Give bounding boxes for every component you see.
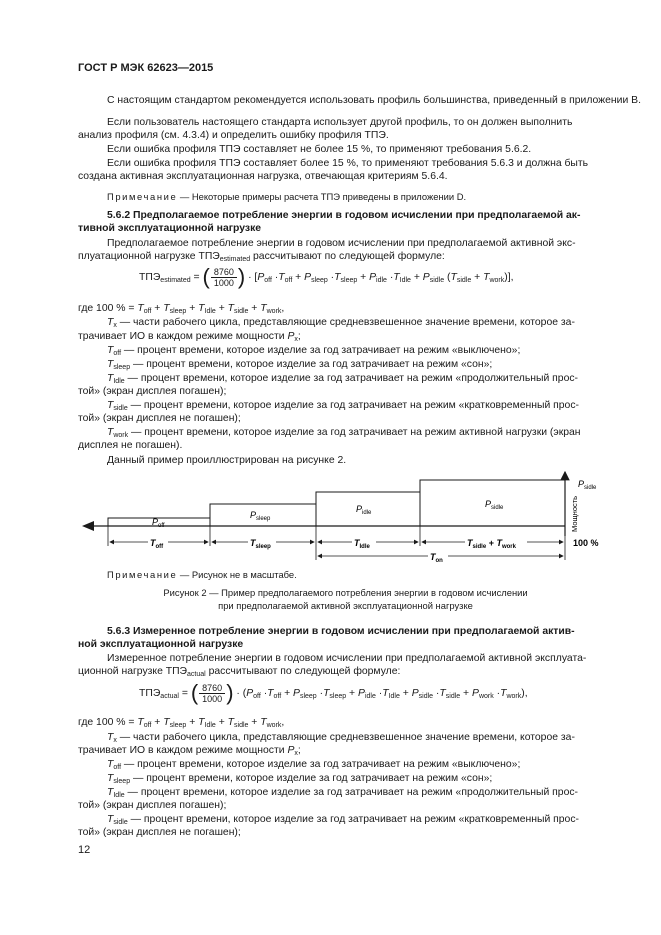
label-power-axis: Мощность xyxy=(570,495,579,532)
paragraph-error-le15: Если ошибка профиля ТПЭ составляет не более 15 %, то применяют требования 5.6.2. xyxy=(107,144,532,155)
def-tsleep-2: $T_{sleep}$ — процент времени, которое изделие за год затрачивает на режим «сон»; xyxy=(107,773,493,785)
label-t-sleep: $T_{sleep}$ xyxy=(250,538,271,550)
def-toff: $T_{off}$ — процент времени, которое изделие за год затрачивает на режим «выключено»; xyxy=(107,345,521,357)
bar-idle xyxy=(316,492,420,526)
bar-sidle xyxy=(420,480,565,526)
def-tx-2: $T_x$ — части рабочего цикла, представляющие средневзвешенное значение времени, которое за- xyxy=(107,732,575,744)
figure-reference: Данный пример проиллюстрирован на рисунке 2. xyxy=(107,455,347,466)
formula-estimated: $ТПЭ_{estimated}$ = ( $\frac{8760}{1000}$ ) · [$P_{off} \cdot T_{off} + P_{sleep} \cdot T_{sleep} + P_{idle} \cdot T_{Idle} + P_{sidle}$ $(T_{sidle} + T_{work})$], xyxy=(139,264,514,289)
def-twork: $T_{work}$ — процент времени, которое изделие за год затрачивает на режим активной нагрузки (экран xyxy=(107,427,581,439)
label-p-sidle: $P_{sidle}$ xyxy=(485,499,504,511)
section-5-6-2-title: 5.6.2 Предполагаемое потребление энергии в годовом исчислении при предполагаемой ак- xyxy=(107,210,581,221)
paragraph-error-gt15: Если ошибка профиля ТПЭ составляет более 15 %, то применяют требования 5.6.3 и должна быть xyxy=(107,158,589,169)
section-5-6-3-title: 5.6.3 Измеренное потребление энергии в годовом исчислении при предполагаемой актив- xyxy=(107,626,575,637)
where-sum-1: где 100 % = $T_{off} + T_{sleep} + T_{Idle} + T_{sidle} + T_{work}$, xyxy=(78,303,285,315)
label-100-percent: 100 % xyxy=(573,538,599,548)
def-tsleep: $T_{sleep}$ — процент времени, которое изделие за год затрачивает на режим «сон»; xyxy=(107,359,493,371)
document-header: ГОСТ Р МЭК 62623—2015 xyxy=(78,62,214,74)
label-p-sleep: $P_{sleep}$ xyxy=(250,510,271,522)
note-annex-d: Примечание — Некоторые примеры расчета ТПЭ приведены в приложении D. xyxy=(107,191,467,202)
label-p-sidle-top: $P_{sidle}$ xyxy=(578,479,597,491)
label-t-off: $T_{off}$ xyxy=(150,538,164,550)
figure-2-diagram xyxy=(80,462,640,566)
label-t-idle: $T_{Idle}$ xyxy=(354,538,370,550)
label-t-on: $T_{on}$ xyxy=(430,552,443,564)
note-not-to-scale: Примечание — Рисунок не в масштабе. xyxy=(107,569,297,580)
time-axis-arrow xyxy=(82,521,94,531)
label-p-off: $P_{off}$ xyxy=(152,517,165,529)
def-tidle: $T_{Idle}$ — процент времени, которое изделие за год затрачивает на режим «продолжительный прос- xyxy=(107,373,579,385)
def-tidle-2: $T_{Idle}$ — процент времени, которое изделие за год затрачивает на режим «продолжительный прос- xyxy=(107,787,579,799)
def-tsidle-2: $T_{sidle}$ — процент времени, которое изделие за год затрачивает на режим «кратковременный прос- xyxy=(107,814,579,826)
def-toff-2: $T_{off}$ — процент времени, которое изделие за год затрачивает на режим «выключено»; xyxy=(107,759,521,771)
figure-2-caption: Рисунок 2 — Пример предполагаемого потребления энергии в годовом исчислении при предполагаемой активной эксплуатационной нагрузке xyxy=(163,587,528,611)
label-t-sidle-work: $T_{sidle} + T_{work}$ xyxy=(467,538,516,550)
def-tsidle: $T_{sidle}$ — процент времени, которое изделие за год затрачивает на режим «кратковременный прос- xyxy=(107,400,579,412)
paragraph-other-profile: Если пользователь настоящего стандарта использует другой профиль, то он должен выполнить xyxy=(107,117,573,128)
where-sum-2: где 100 % = $T_{off} + T_{sleep} + T_{Idle} + T_{sidle} + T_{work}$, xyxy=(78,717,285,729)
paragraph-profile: С настоящим стандартом рекомендуется использовать профиль большинства, приведенный в приложении В. xyxy=(107,95,641,106)
label-p-idle: $P_{idle}$ xyxy=(356,504,372,516)
def-tx: $T_x$ — части рабочего цикла, представляющие средневзвешенное значение времени, которое за- xyxy=(107,317,575,329)
formula-actual: $ТПЭ_{actual}$ = ( $\frac{8760}{1000}$ ) · $(P_{off} \cdot T_{off} + P_{sleep} \cdot T_{sleep} + P_{idle} \cdot T_{Idle} + P_{sidle} \cdot T_{sidle} + P_{work} \cdot T_{work})$, xyxy=(139,680,528,705)
bar-sleep xyxy=(210,504,316,526)
document-page: ГОСТ Р МЭК 62623—2015 С настоящим стандартом рекомендуется использовать профиль большинства, приведенный в приложении В. Если пользователь настоящего стандарта использует другой профиль, то он должен выполнить анализ профиля (см. 4.3.4) и определить ошибку профиля ТПЭ. Если ошибка профиля ТПЭ составляет не более 15 %, то применяют требования 5.6.2. Если ошибка профиля ТПЭ составляет более 15 %, то применяют требования 5.6.3 и должна быть создана активная эксплуатационная нагрузка, отвечающая критериям 5.6.4. Примечание — Некоторые примеры расчета ТПЭ приведены в приложении D. 5.6.2 Предполагаемое потребление энергии в годовом исчислении при предполагаемой ак- тивной эксплуатационной нагрузке Предполагаемое потребление энергии в годовом исчислении при предполагаемой активной экс- плуатационной нагрузке $ТПЭ_{estimated}$ рассчитывают по следующей формуле: $ТПЭ_{estimated}$ = ( $\frac{8760}{1000}$ ) · [$P_{off} \cdot T_{off} + P_{sleep} \cdot T_{sleep} + P_{idle} \cdot T_{Idle} + P_{sidle}$ $(T_{sidle} + T_{work})$], где 100 % = $T_{off} + T_{sleep} + T_{Idle} + T_{sidle} + T_{work}$, $T_x$ — части рабочего цикла, представляющие средневзвешенное значение времени, которое за- трачивает ИО в каждом режиме мощности $P_x$; $T_{off}$ — процент времени, которое изделие за год затрачивает на режим «выключено»; $T_{sleep}$ — процент времени, которое изделие за год затрачивает на режим «сон»; $T_{Idle}$ — процент времени, которое изделие за год затрачивает на режим «продолжительный прос- той» (экран дисплея погашен); $T_{sidle}$ — процент времени, которое изделие за год затрачивает на режим «кратковременный прос- той» (экран дисплея не погашен); $T_{work}$ — процент времени, которое изделие за год затрачивает на режим активной нагрузки (экран дисплея не погашен). Данный пример проиллюстрирован на рисунке 2. $P_{off}$ $P_{sleep}$ $P_{idle}$ $P_{sidle}$ $P_{sidle}$ Мощность $T_{off}$ $T_{sleep}$ $T_{Idle}$ $T_{sidle} + T_{work}$ $T_{on}$ 100 % Примечание — Рисунок не в масштабе. Рисунок 2 — Пример предполагаемого потребления энергии в годовом исчислении при предполагаемой активной эксплуатационной нагрузке 5.6.3 Измеренное потребление энергии в годовом исчислении при предполагаемой актив- ной эксплуатационной нагрузке Измеренное потребление энергии в годовом исчислении при предполагаемой активной эксплуата- ционной нагрузке $ТПЭ_{actual}$ рассчитывают по следующей формуле: $ТПЭ_{actual}$ = ( $\frac{8760}{1000}$ ) · $(P_{off} \cdot T_{off} + P_{sleep} \cdot T_{sleep} + P_{idle} \cdot T_{Idle} + P_{sidle} \cdot T_{sidle} + P_{work} \cdot T_{work})$, где 100 % = $T_{off} + T_{sleep} + T_{Idle} + T_{sidle} + T_{work}$, $T_x$ — части рабочего цикла, представляющие средневзвешенное значение времени, которое за- трачивает ИО в каждом режиме мощности $P_x$; $T_{off}$ — процент времени, которое изделие за год затрачивает на режим «выключено»; $T_{sleep}$ — процент времени, которое изделие за год затрачивает на режим «сон»; $T_{Idle}$ — процент времени, которое изделие за год затрачивает на режим «продолжительный прос- той» (экран дисплея погашен); $T_{sidle}$ — процент времени, которое изделие за год затрачивает на режим «кратковременный прос- той» (экран дисплея не погашен); 12 xyxy=(78,62,641,856)
page-number: 12 xyxy=(78,844,91,856)
